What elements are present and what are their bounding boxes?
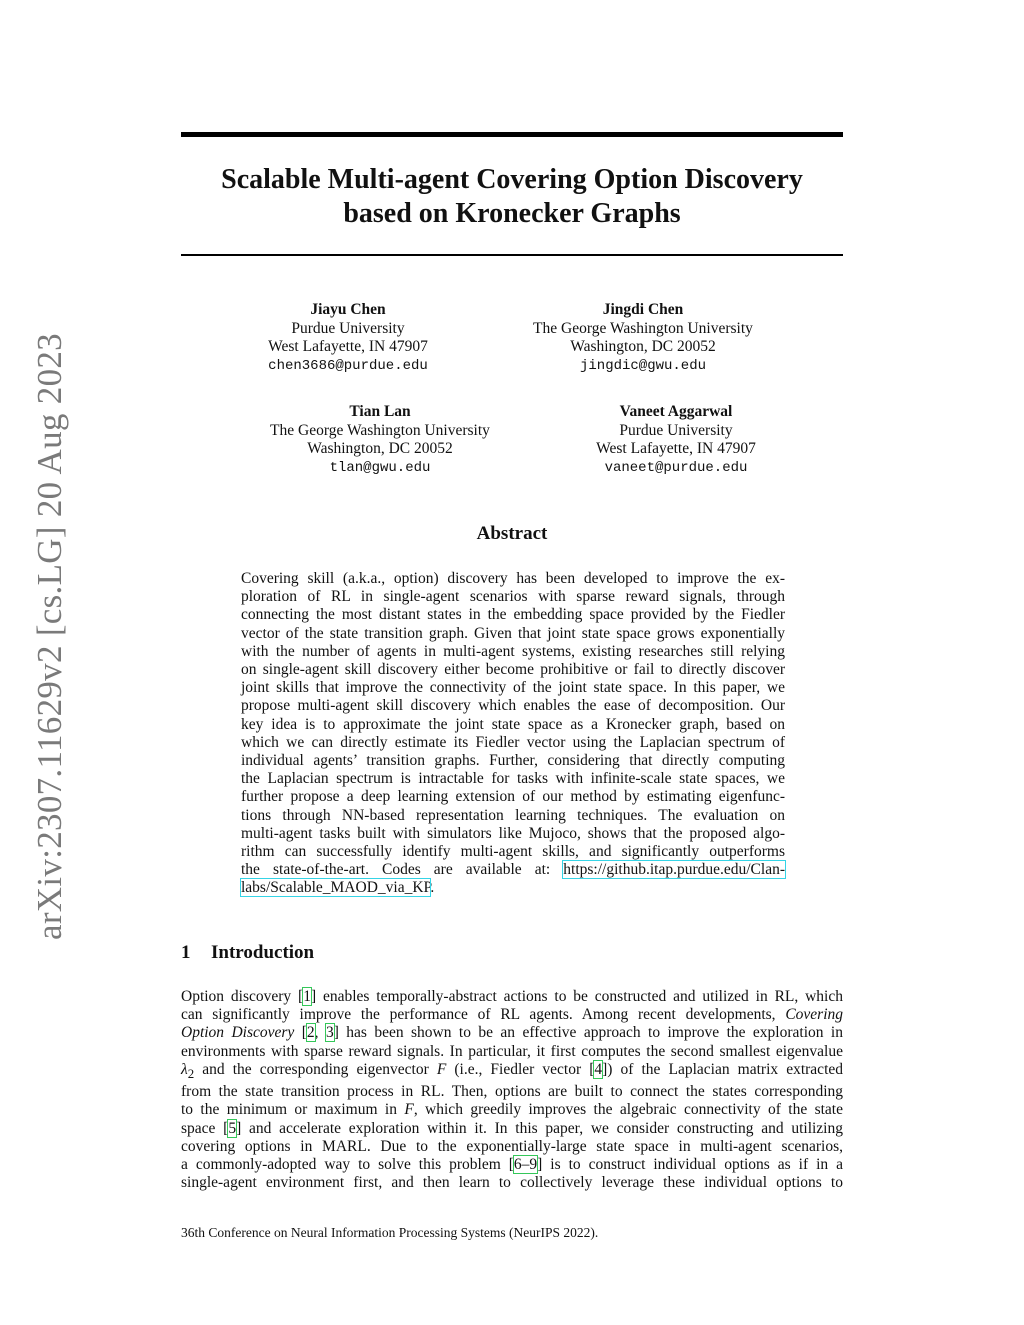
citation-link[interactable]: 4 [594, 1060, 603, 1078]
abstract-heading: Abstract [476, 523, 548, 544]
abstract-line: ploration of RL in single-agent scenarios with sparse reward signals, through [241, 588, 785, 606]
intro-line [181, 1024, 843, 1042]
abstract-line: which we can directly estimate its Fiedler vector using the Laplacian spectrum of [241, 733, 785, 751]
author-email[interactable]: vaneet@purdue.edu [604, 459, 748, 476]
title-line-2: based on Kronecker Graphs [343, 198, 681, 229]
abstract-line: multi-agent tasks built with simulators like Mujoco, shows that the proposed algo- [241, 824, 785, 842]
abstract-line: key idea is to approximate the joint state space as a Kronecker graph, based on [241, 715, 785, 733]
code-link-part-1[interactable]: https://github.itap.purdue.edu/Clan- [563, 861, 785, 879]
abstract-line: joint skills that improve the connectivity of the joint state space. In this paper, we [241, 679, 785, 697]
section-heading-introduction [181, 942, 314, 964]
author-email[interactable]: tlan@gwu.edu [329, 459, 431, 476]
abstract-line: propose multi-agent skill discovery which enables the ease of decomposition. Our [241, 697, 785, 715]
abstract-line: vector of the state transition graph. Given that joint state space grows exponentially [241, 624, 785, 642]
author-address: Washington, DC 20052 [307, 440, 453, 457]
conference-footnote: 36th Conference on Neural Information Processing Systems (NeurIPS 2022). [181, 1225, 599, 1240]
author-name: Jingdi Chen [602, 301, 684, 318]
math-symbol: F [436, 1060, 447, 1078]
author-address: Washington, DC 20052 [570, 338, 716, 355]
intro-text: [ [294, 1024, 307, 1042]
author-block-1 [248, 301, 448, 375]
intro-line [181, 1061, 843, 1083]
citation-link[interactable]: 2 [306, 1024, 315, 1042]
lambda-symbol: λ [181, 1060, 188, 1078]
abstract-body [241, 570, 785, 898]
abstract-line: Covering skill (a.k.a., option) discovery has been developed to improve the ex- [241, 570, 785, 587]
intro-text: to the minimum or maximum in [181, 1101, 405, 1119]
intro-line [181, 1156, 843, 1174]
author-name: Jiayu Chen [310, 301, 386, 318]
intro-line [181, 1006, 843, 1024]
author-affiliation: Purdue University [291, 319, 405, 337]
arxiv-stamp: arXiv:2307.11629v2 [cs.LG] 20 Aug 2023 [30, 333, 69, 940]
citation-link[interactable]: 6–9 [513, 1155, 538, 1173]
author-address: West Lafayette, IN 47907 [596, 440, 756, 457]
intro-italic: Covering [785, 1006, 844, 1024]
citation-link[interactable]: 1 [303, 988, 311, 1005]
author-affiliation: The George Washington University [533, 319, 753, 337]
title-rule-top [181, 132, 843, 137]
author-affiliation: Purdue University [619, 421, 733, 439]
intro-text: space [ [181, 1119, 229, 1137]
intro-text: , which greedily improves the algebraic connectivity of the state [413, 1101, 843, 1119]
section-number: 1 [181, 942, 191, 963]
intro-line [181, 1120, 843, 1138]
intro-text: ] is to construct individual options as if in a [537, 1155, 843, 1173]
code-link-part-2[interactable]: labs/Scalable_MAOD_via_KP [241, 879, 431, 897]
abstract-line: individual agents’ transition graphs. Further, considering that directly computing [241, 752, 785, 770]
intro-line: covering options in MARL. Due to the exponentially-large state space in multi-agent scenarios, [181, 1137, 843, 1155]
title-rule-bottom [181, 254, 843, 256]
abstract-line: connecting the most distant states in the embedding space provided by the Fiedler [241, 606, 785, 624]
intro-line: from the state transition process in RL. Then, options are built to connect the states corresponding [181, 1083, 843, 1101]
abstract-line [241, 879, 785, 897]
citation-link[interactable]: 5 [228, 1119, 237, 1137]
intro-italic: Option Discovery [181, 1024, 295, 1042]
author-email[interactable]: jingdic@gwu.edu [579, 357, 707, 374]
intro-line [181, 1101, 843, 1119]
intro-line [181, 988, 843, 1006]
abstract-line: further propose a deep learning extension of our method by estimating eigenfunc- [241, 788, 785, 806]
lambda-subscript: 2 [187, 1065, 195, 1081]
abstract-line: rithm can successfully identify multi-agent skills, and significantly outperforms [241, 843, 785, 861]
math-symbol: F [404, 1101, 414, 1119]
author-block-3 [250, 403, 510, 477]
author-name: Tian Lan [349, 403, 411, 420]
abstract-line [241, 861, 785, 879]
intro-text: ]) of the Laplacian matrix extracted [602, 1060, 844, 1078]
title-line-1: Scalable Multi-agent Covering Option Discovery [221, 164, 803, 195]
intro-text: Option discovery [ [181, 988, 304, 1005]
intro-line: environments with sparse reward signals. In particular, it first computes the second smallest eigenvalue [181, 1042, 843, 1060]
intro-text: a commonly-adopted way to solve this problem [ [181, 1155, 514, 1173]
section-title: Introduction [211, 942, 315, 963]
intro-text: ] has been shown to be an effective approach to improve the exploration in [333, 1024, 843, 1042]
abstract-line: on single-agent skill discovery either become prohibitive or fail to directly discover [241, 661, 785, 679]
intro-text: , [314, 1024, 326, 1042]
paper-title [181, 163, 843, 231]
abstract-text: . [430, 879, 435, 897]
author-address: West Lafayette, IN 47907 [268, 338, 428, 355]
author-affiliation: The George Washington University [270, 421, 490, 439]
intro-text: (i.e., Fiedler vector [ [446, 1060, 595, 1078]
abstract-line: tions through NN-based representation learning techniques. The evaluation on [241, 806, 785, 824]
author-email[interactable]: chen3686@purdue.edu [268, 357, 428, 374]
author-name: Vaneet Aggarwal [619, 403, 733, 420]
intro-text: can significantly improve the performance of RL agents. Among recent developments, [181, 1006, 776, 1024]
intro-line: single-agent environment first, and then learn to collectively leverage these individual options to [181, 1174, 843, 1192]
introduction-body [181, 988, 843, 1192]
citation-link[interactable]: 3 [325, 1024, 334, 1042]
abstract-line: the Laplacian spectrum is intractable for tasks with infinite-scale state spaces, we [241, 770, 785, 788]
abstract-line: with the number of agents in multi-agent systems, existing researches still relying [241, 642, 785, 660]
intro-text: and the corresponding eigenvector [194, 1060, 437, 1078]
author-block-4 [576, 403, 776, 477]
author-block-2 [513, 301, 773, 375]
intro-text: ] and accelerate exploration within it. In this paper, we consider constructing and utilizing [236, 1119, 843, 1137]
intro-text: ] enables temporally-abstract actions to be constructed and utilized in RL, which [310, 988, 843, 1005]
abstract-text: the state-of-the-art. Codes are available at: [241, 861, 551, 879]
